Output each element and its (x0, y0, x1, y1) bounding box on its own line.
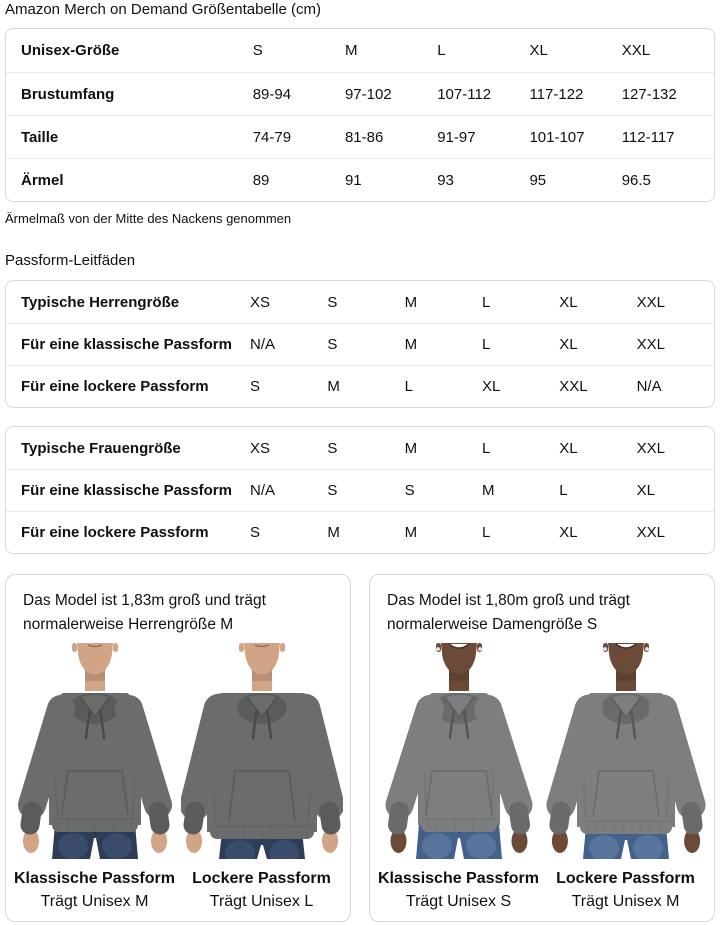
table-cell: L (482, 323, 559, 365)
table-cell: N/A (250, 469, 327, 511)
table-row (6, 469, 714, 511)
table-cell: XXL (636, 293, 665, 311)
row-label: Für eine klassische Passform (6, 323, 250, 365)
model-description: Das Model ist 1,83m groß und trägt normalerweise Herrengröße M (23, 592, 266, 633)
model-photo (378, 643, 540, 859)
model-card-men (5, 574, 351, 922)
photo-block-classic (378, 643, 540, 912)
table-cell: M (327, 511, 404, 553)
table-row (6, 511, 714, 553)
table-cell: S (327, 469, 404, 511)
fit-label: Klassische Passform (378, 870, 539, 887)
table-row (6, 72, 714, 115)
table-cell: 95 (529, 158, 621, 201)
table-cell: XXL (559, 365, 636, 407)
table-cell: L (405, 365, 482, 407)
table-row (6, 323, 714, 365)
size-table (5, 28, 715, 202)
table-cell: N/A (637, 365, 714, 407)
table-row (6, 365, 714, 407)
table-cell: 89 (253, 158, 345, 201)
table-cell: L (482, 511, 559, 553)
model-photo (545, 643, 707, 859)
size-label: Trägt Unisex S (405, 893, 512, 910)
table-cell: XXL (636, 439, 665, 457)
table-cell: 93 (437, 158, 529, 201)
table-cell: 101-107 (529, 115, 621, 158)
fit-label: Lockere Passform (556, 870, 695, 887)
fit-table-women (5, 426, 715, 554)
hoodie-model-illustration (14, 643, 176, 859)
table-row (6, 115, 714, 158)
row-label: Brustumfang (6, 72, 253, 115)
model-description: Das Model ist 1,80m groß und trägt normalerweise Damengröße S (387, 592, 630, 633)
size-label: Trägt Unisex M (40, 893, 149, 910)
row-label: Typische Frauengröße (21, 439, 181, 457)
table-cell: 127-132 (622, 72, 714, 115)
table-cell: 91-97 (437, 115, 529, 158)
table-cell: L (559, 469, 636, 511)
table-header-row (6, 29, 714, 72)
hoodie-model-illustration (378, 643, 540, 859)
table-cell: S (327, 439, 338, 457)
model-card-women (369, 574, 715, 922)
row-label: Typische Herrengröße (21, 293, 180, 311)
table-cell: 74-79 (253, 115, 345, 158)
fit-table-men (5, 280, 715, 408)
photo-block-classic (14, 643, 176, 912)
row-label: Unisex-Größe (21, 42, 120, 59)
table-cell: L (481, 439, 491, 457)
table-cell: XXL (637, 511, 714, 553)
table-cell: M (405, 323, 482, 365)
row-label: Ärmel (6, 158, 253, 201)
table-cell: S (327, 293, 338, 311)
table-cell: M (404, 293, 418, 311)
table-cell: 96.5 (622, 158, 714, 201)
table-row (6, 158, 714, 201)
row-label: Für eine lockere Passform (6, 511, 250, 553)
hoodie-model-illustration (181, 643, 343, 859)
fit-guides-title: Passform-Leitfäden (5, 252, 136, 269)
table-cell: XL (559, 439, 578, 457)
fit-label: Lockere Passform (192, 870, 331, 887)
hoodie-model-illustration (545, 643, 707, 859)
row-label: Für eine lockere Passform (6, 365, 250, 407)
model-photo (14, 643, 176, 859)
table-cell: M (404, 439, 418, 457)
table-cell: XL (559, 293, 578, 311)
size-label: Trägt Unisex L (209, 893, 314, 910)
table-cell: S (250, 511, 327, 553)
row-label: Für eine klassische Passform (6, 469, 250, 511)
table-cell: 89-94 (253, 72, 345, 115)
fit-label: Klassische Passform (14, 870, 175, 887)
photo-block-loose (545, 643, 707, 912)
sleeve-measure-note: Ärmelmaß von der Mitte des Nackens genommen (5, 211, 292, 226)
table-cell: XL (529, 42, 548, 59)
table-cell: L (437, 42, 446, 59)
table-cell: 107-112 (437, 72, 529, 115)
table-cell: XS (250, 439, 271, 457)
table-row (6, 281, 714, 323)
photo-block-loose (181, 643, 343, 912)
table-cell: XXL (637, 323, 714, 365)
photo-row (14, 643, 342, 912)
table-cell: M (482, 469, 559, 511)
table-cell: XS (250, 293, 271, 311)
model-cards (5, 574, 715, 922)
table-cell: M (327, 365, 404, 407)
model-photo (181, 643, 343, 859)
table-cell: 81-86 (345, 115, 437, 158)
table-cell: XL (559, 511, 636, 553)
table-cell: N/A (250, 323, 327, 365)
photo-row (378, 643, 706, 912)
table-cell: XL (637, 469, 714, 511)
row-label: Taille (6, 115, 253, 158)
table-cell: XXL (621, 42, 651, 59)
table-cell: 91 (345, 158, 437, 201)
table-cell: 117-122 (529, 72, 621, 115)
table-cell: M (405, 511, 482, 553)
page-title: Amazon Merch on Demand Größentabelle (cm) (5, 1, 321, 18)
table-cell: 97-102 (345, 72, 437, 115)
table-cell: XL (482, 365, 559, 407)
table-row (6, 427, 714, 469)
table-cell: S (252, 42, 263, 59)
table-cell: M (344, 42, 358, 59)
table-cell: S (250, 365, 327, 407)
table-cell: L (481, 293, 491, 311)
table-cell: XL (559, 323, 636, 365)
table-cell: S (405, 469, 482, 511)
size-label: Trägt Unisex M (571, 893, 680, 910)
table-cell: S (327, 323, 404, 365)
table-cell: 112-117 (622, 115, 714, 158)
